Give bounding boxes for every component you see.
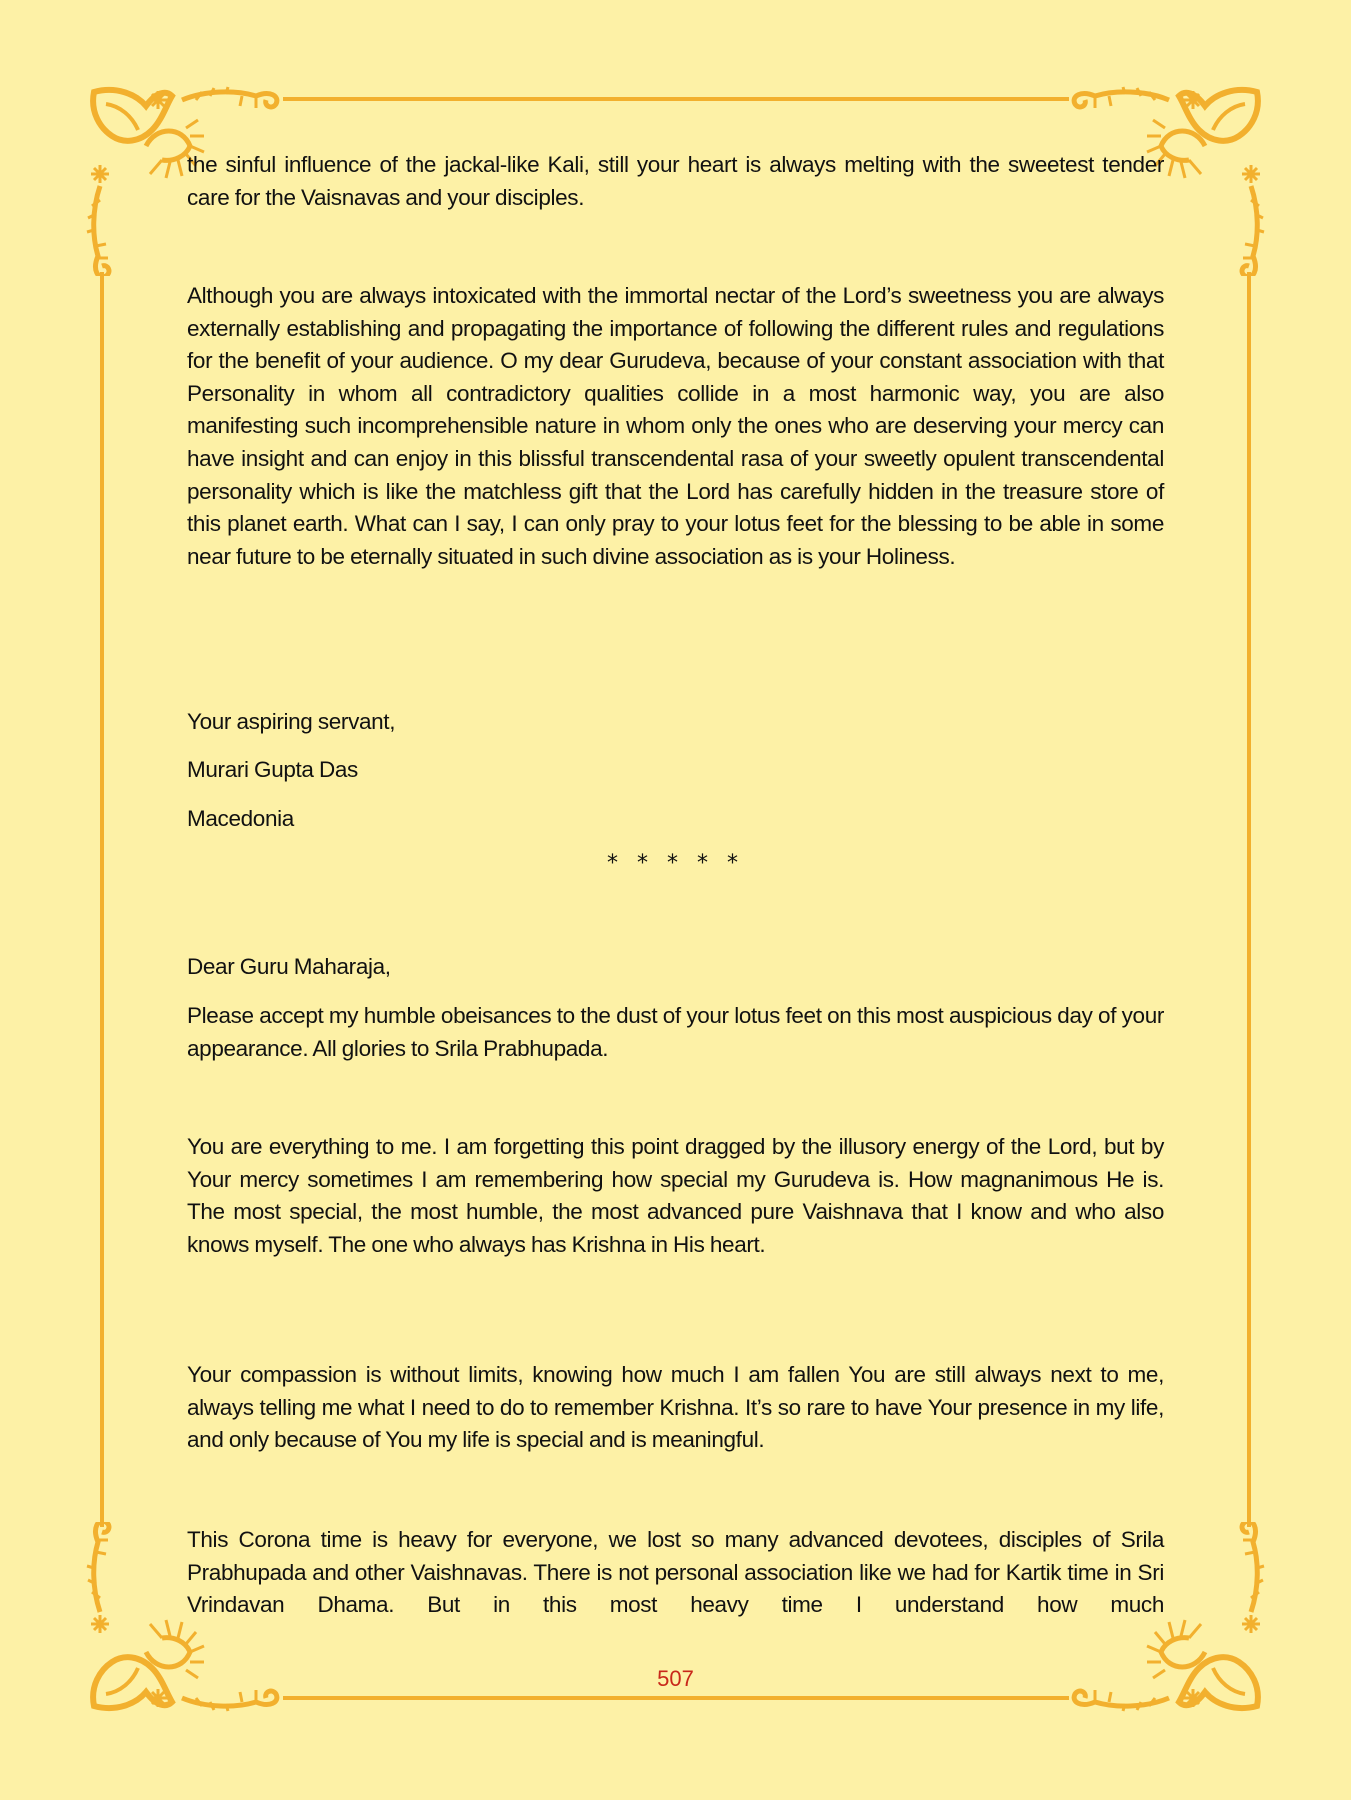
border-bottom-line — [283, 1696, 1069, 1700]
letter1-signature-name: Murari Gupta Das — [187, 757, 358, 782]
letter1-paragraph-2: Although you are always intoxicated with the immortal nectar of the Lord’s sweetness you are always externally establishing and propagating the importance of following the different rules and regulations for the benefit of your audience. O my dear Gurudeva, because of your constant association with that Personality in whom all contradictory qualities collide in a most harmonic way, you are also manifesting such incomprehensible nature in whom only the ones who are deserving your mercy can have insight and can enjoy in this blissful transcendental rasa of your sweetly opulent transcendental personality which is like the matchless gift that the Lord has carefully hidden in the treasure store of this planet earth. What can I say, I can only pray to your lotus feet for the blessing to be able in some near future to be eternally situated in such divine association as is your Holiness. — [187, 283, 1164, 569]
letter2-paragraph-2: You are everything to me. I am forgetting this point dragged by the illusory energy of the Lord, but by Your mercy sometimes I am remembering how special my Gurudeva is. How magnanimous He is. The most special, the most humble, the most advanced pure Vaishnava that I know and who also knows myself. The one who always has Krishna in His heart. — [187, 1134, 1164, 1257]
section-separator: * * * * * — [607, 851, 744, 876]
letter2-paragraph-1: Please accept my humble obeisances to the dust of your lotus feet on this most auspicious day of your appearance. All glories to Srila Prabhupada. — [187, 1003, 1164, 1061]
letter1-paragraph-continued: the sinful influence of the jackal-like Kali, still your heart is always melting with the sweetest tender care for the Vaisnavas and your disciples. — [187, 152, 1164, 210]
letter2-salutation: Dear Guru Maharaja, — [187, 954, 391, 979]
letter1-signature-location: Macedonia — [187, 806, 294, 831]
letter1-closing: Your aspiring servant, — [187, 709, 396, 734]
letter2-paragraph-4: This Corona time is heavy for everyone, we lost so many advanced devotees, disciples of Srila Prabhupada and other Vaishnavas. There is not personal association like we had for Kartik time in Sri Vrindavan Dhama. But in this most heavy time I understand how much — [187, 1527, 1164, 1618]
letter2-paragraph-3: Your compassion is without limits, knowing how much I am fallen You are still always next to me, always telling me what I need to do to remember Krishna. It’s so rare to have Your presence in my life, and only because of You my life is special and is meaningful. — [187, 1362, 1164, 1453]
border-right-line — [1247, 272, 1251, 1527]
border-left-line — [100, 272, 104, 1527]
page-number: 507 — [657, 1666, 694, 1691]
border-top-line — [283, 97, 1069, 101]
